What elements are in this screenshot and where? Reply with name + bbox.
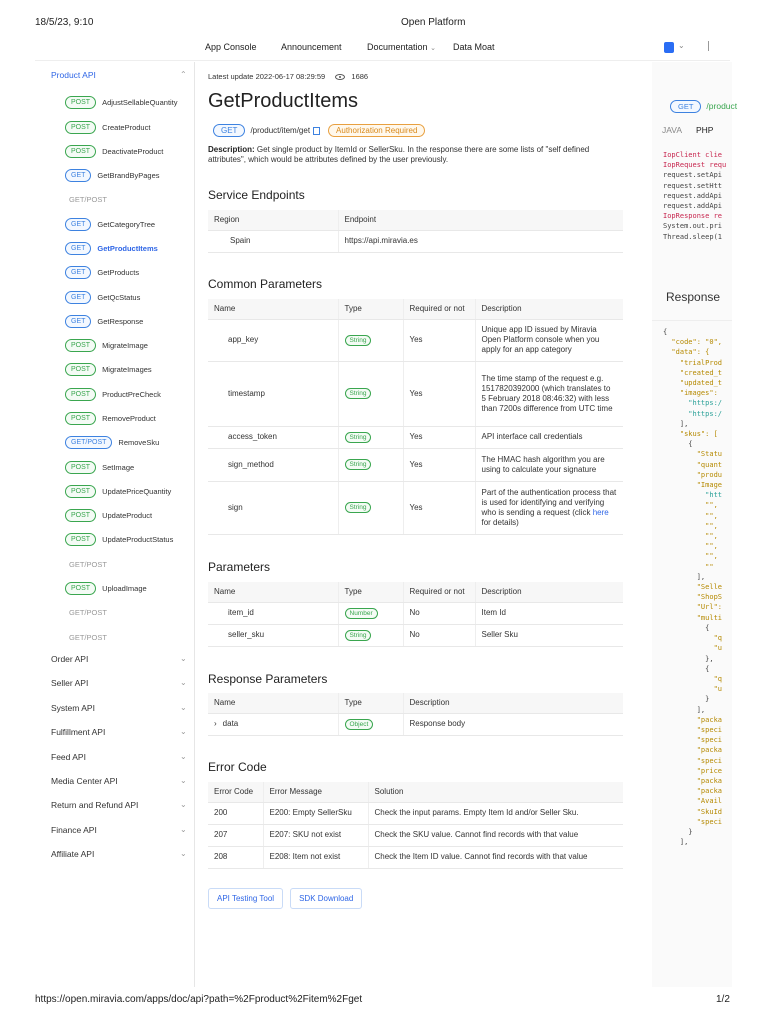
code-line: IopResponse re	[663, 212, 723, 221]
table-row	[208, 602, 623, 624]
table-row	[208, 230, 623, 252]
param-description: Item Id	[475, 602, 623, 624]
sidebar-group[interactable]: Seller API	[51, 678, 89, 689]
param-description: Part of the authentication process that is used for identifying and verifying who is sending a request (click here for details)	[475, 481, 623, 534]
sidebar-item[interactable]	[65, 557, 107, 571]
sidebar-item-label: UploadImage	[102, 583, 147, 593]
error-message-cell: E200: Empty SellerSku	[263, 802, 368, 824]
code-line: {	[663, 440, 693, 449]
param-name: sign_method	[208, 448, 338, 481]
code-line: "Statu	[663, 450, 723, 459]
error-solution-cell: Check the input params. Empty Item Id and/or Seller Sku.	[368, 802, 623, 824]
sidebar-item-label: GetProducts	[97, 267, 140, 277]
sidebar-item-label: CreateProduct	[102, 122, 151, 132]
param-required: Yes	[403, 319, 475, 361]
code-line: "quant	[663, 460, 723, 469]
print-datetime: 18/5/23, 9:10	[35, 17, 94, 28]
param-type: String	[338, 624, 403, 646]
code-line: ""	[663, 562, 714, 571]
sidebar-item-label: RemoveSku	[118, 437, 160, 447]
chevron-down-icon[interactable]: ⌄	[180, 751, 187, 761]
code-line: "created_t	[663, 368, 723, 377]
error-message-cell: E208: Item not exist	[263, 846, 368, 868]
code-line: {	[663, 623, 710, 632]
sidebar-section-product-api[interactable]: Product API	[51, 70, 96, 80]
response-description: Response body	[403, 713, 623, 735]
code-line: "trialProd	[663, 358, 723, 367]
sidebar-item[interactable]	[65, 168, 160, 182]
method-badge: GET	[213, 124, 245, 137]
column-header: Name	[208, 693, 338, 713]
sidebar-item-label: UpdatePriceQuantity	[102, 486, 172, 496]
code-line: "Url":	[663, 603, 723, 612]
param-description: API interface call credentials	[475, 426, 623, 448]
param-name: timestamp	[208, 361, 338, 426]
code-line: "https:/	[663, 409, 723, 418]
code-line: IopClient clie	[663, 151, 723, 159]
sidebar-item[interactable]	[65, 362, 152, 376]
parameters-table	[208, 582, 623, 647]
sidebar-item[interactable]	[65, 120, 150, 134]
sidebar-item[interactable]	[65, 338, 148, 352]
method-badge: POST	[65, 388, 96, 401]
sidebar-item[interactable]	[65, 144, 163, 158]
param-name: sign	[208, 481, 338, 534]
code-line: "produ	[663, 470, 723, 479]
endpoint-cell: https://api.miravia.es	[338, 230, 623, 252]
response-parameters-table	[208, 693, 623, 736]
method-badge: POST	[65, 412, 96, 425]
code-line: "speci	[663, 756, 723, 765]
param-name: access_token	[208, 426, 338, 448]
method-badge: GET	[65, 169, 91, 182]
expand-icon[interactable]: ›	[214, 719, 217, 728]
code-line: "packa	[663, 746, 723, 755]
sidebar-item-label: MigrateImages	[102, 364, 152, 374]
param-description: Unique app ID issued by Miravia Open Platform console when you apply for an app category	[475, 319, 623, 361]
chevron-down-icon[interactable]: ⌄	[180, 776, 187, 785]
code-line: "",	[663, 501, 718, 510]
nav-data-moat[interactable]: Data Moat	[453, 42, 495, 52]
chevron-down-icon[interactable]: ⌄	[180, 849, 187, 859]
method-badge: POST	[65, 363, 96, 376]
code-line: "",	[663, 532, 718, 541]
method-badge: GET/POST	[69, 559, 107, 569]
sidebar-item-label: GetCategoryTree	[97, 219, 156, 229]
error-solution-cell: Check the SKU value. Cannot find records with that value	[368, 824, 623, 846]
code-line: "price	[663, 766, 723, 775]
divider	[708, 41, 709, 51]
code-line: "images":	[663, 389, 718, 398]
sidebar-item[interactable]	[65, 630, 107, 644]
service-endpoints-heading: Service Endpoints	[208, 188, 305, 202]
sidebar-group[interactable]: Order API	[51, 654, 89, 664]
method-badge: GET/POST	[69, 607, 107, 617]
region-cell: Spain	[208, 230, 338, 252]
request-code	[663, 150, 726, 242]
method-badge: GET	[65, 218, 91, 231]
print-page-number: 1/2	[716, 994, 730, 1005]
code-line: "packa	[663, 776, 723, 785]
method-badge: POST	[65, 121, 96, 134]
param-type: String	[338, 426, 403, 448]
sidebar-item[interactable]	[65, 192, 107, 206]
service-endpoints-table	[208, 210, 623, 253]
sidebar-item[interactable]	[65, 290, 140, 304]
sidebar-group[interactable]: Finance API	[51, 824, 97, 835]
sidebar-group[interactable]: Fulfillment API	[51, 727, 106, 738]
auth-badge: Authorization Required	[328, 124, 425, 137]
page-title: GetProductItems	[208, 90, 359, 112]
sidebar-item[interactable]	[65, 241, 158, 255]
table-row	[208, 846, 623, 868]
code-line: "Image	[663, 481, 723, 490]
method-badge: GET	[670, 100, 701, 113]
description-text: Get single product by ItemId or SellerSku. In the response there are some lists of "self defined attributes", which would be attributes defined by the user previously.	[208, 145, 590, 164]
tab-php[interactable]: PHP	[696, 125, 714, 135]
response-heading: Response	[666, 290, 721, 304]
sidebar-group[interactable]: Return and Refund API	[51, 800, 139, 811]
print-url: https://open.miravia.com/apps/doc/api?path=%2Fproduct%2Fitem%2Fget	[35, 994, 363, 1005]
sidebar-item[interactable]	[65, 581, 147, 595]
table-row	[208, 426, 623, 448]
eye-icon	[335, 74, 345, 80]
sidebar-item[interactable]	[65, 314, 143, 328]
column-header: Error Message	[263, 782, 368, 802]
table-row	[208, 448, 623, 481]
method-badge: GET/POST	[69, 632, 107, 642]
code-line: },	[663, 654, 714, 663]
method-badge: GET	[65, 242, 91, 255]
sidebar-item-label: ProductPreCheck	[102, 389, 161, 399]
chevron-down-icon[interactable]: ⌄	[180, 824, 187, 834]
lock-icon[interactable]	[664, 42, 674, 53]
method-badge: POST	[65, 96, 96, 109]
code-line: "updated_t	[663, 379, 723, 388]
code-line: ],	[663, 572, 706, 581]
code-line: Thread.sleep(1	[663, 232, 723, 241]
code-line: "ShopS	[663, 593, 723, 602]
column-header: Description	[475, 299, 623, 319]
error-code-cell: 200	[208, 802, 263, 824]
tab-java[interactable]: JAVA	[662, 125, 682, 135]
code-line: "multi	[663, 613, 723, 622]
param-required: No	[403, 602, 475, 624]
code-panel	[652, 62, 738, 987]
nav-app-console[interactable]: App Console	[205, 42, 257, 52]
print-page-title: Open Platform	[401, 17, 466, 28]
code-line: "code": "0",	[663, 338, 723, 347]
column-header: Name	[208, 299, 338, 319]
code-line: {	[663, 328, 668, 336]
code-line: "",	[663, 511, 718, 520]
method-badge: POST	[65, 461, 96, 474]
code-line: "htt	[663, 491, 723, 500]
code-line: "",	[663, 542, 718, 551]
chevron-down-icon[interactable]: ⌄	[180, 654, 187, 663]
sidebar-item[interactable]	[65, 411, 156, 425]
sidebar-group[interactable]: Media Center API	[51, 776, 118, 786]
nav-announcement[interactable]: Announcement	[281, 42, 342, 52]
view-count: 1686	[351, 72, 369, 81]
sidebar-item[interactable]	[65, 532, 173, 546]
chevron-down-icon[interactable]: ⌄	[180, 800, 187, 810]
sidebar-item[interactable]	[65, 605, 107, 619]
sidebar-item-label: GetBrandByPages	[97, 170, 160, 180]
code-line: "packa	[663, 787, 723, 796]
latest-update-value: 2022-06-17 08:29:59	[255, 72, 326, 81]
sidebar-group[interactable]: Feed API	[51, 751, 86, 762]
sidebar-item[interactable]	[65, 484, 171, 498]
code-line: "",	[663, 521, 718, 530]
column-header: Type	[338, 693, 403, 713]
param-type: String	[338, 361, 403, 426]
response-name: › data	[208, 713, 338, 735]
code-line: "packa	[663, 715, 723, 724]
param-type: String	[338, 319, 403, 361]
error-code-cell: 207	[208, 824, 263, 846]
details-link[interactable]: here	[592, 507, 609, 517]
code-line: "",	[663, 552, 718, 561]
column-header: Required or not	[403, 299, 475, 319]
sidebar-item-label: GetQcStatus	[97, 292, 141, 302]
method-badge: GET	[65, 315, 91, 328]
code-line: IopRequest requ	[663, 161, 727, 170]
code-line: "Selle	[663, 583, 723, 592]
api-testing-tool-button[interactable]: API Testing Tool	[208, 888, 283, 909]
code-panel-path	[670, 101, 737, 111]
sidebar-item[interactable]	[65, 435, 159, 449]
table-row	[208, 824, 623, 846]
sidebar-item[interactable]	[65, 95, 178, 109]
sidebar-item-label: DeactivateProduct	[102, 146, 164, 156]
parameters-heading: Parameters	[208, 560, 271, 574]
sidebar-item-label: AdjustSellableQuantity	[102, 97, 178, 107]
column-header: Description	[475, 582, 623, 602]
divider	[652, 320, 732, 321]
param-required: Yes	[403, 426, 475, 448]
description	[208, 145, 608, 165]
column-header: Name	[208, 582, 338, 602]
response-type: Object	[338, 713, 403, 735]
column-header: Type	[338, 299, 403, 319]
code-line: {	[663, 664, 710, 673]
param-description: Seller Sku	[475, 624, 623, 646]
code-line: request.addApi	[663, 202, 723, 211]
response-parameters-heading: Response Parameters	[208, 672, 328, 686]
code-line: "u	[663, 685, 723, 694]
header-divider	[35, 60, 730, 61]
code-line: "speci	[663, 725, 723, 734]
column-header: Solution	[368, 782, 623, 802]
description-label: Description:	[208, 145, 255, 154]
sidebar-item[interactable]	[65, 265, 139, 279]
code-line: "speci	[663, 817, 723, 826]
table-row	[208, 319, 623, 361]
param-required: Yes	[403, 481, 475, 534]
table-row	[208, 481, 623, 534]
button-row	[208, 888, 369, 909]
method-badge: POST	[65, 485, 96, 498]
sidebar-item[interactable]	[65, 217, 155, 231]
error-code-heading: Error Code	[208, 760, 267, 774]
sidebar	[35, 62, 195, 987]
sidebar-item-label: UpdateProduct	[102, 510, 153, 520]
error-code-table	[208, 782, 623, 869]
chevron-down-icon: ⌄	[430, 45, 436, 52]
code-line: }	[663, 695, 710, 704]
latest-update-label: Latest update	[208, 72, 254, 81]
chevron-down-icon[interactable]: ⌄	[180, 727, 187, 737]
chevron-up-icon[interactable]: ⌃	[180, 70, 187, 79]
error-message-cell: E207: SKU not exist	[263, 824, 368, 846]
param-required: No	[403, 624, 475, 646]
param-name: app_key	[208, 319, 338, 361]
sidebar-item[interactable]	[65, 387, 161, 401]
common-parameters-table	[208, 299, 623, 535]
code-line: }	[663, 827, 693, 836]
code-line: ],	[663, 705, 706, 714]
table-row	[208, 624, 623, 646]
param-required: Yes	[403, 361, 475, 426]
table-row	[208, 713, 623, 735]
code-line: request.addApi	[663, 191, 723, 200]
code-line: "Avail	[663, 797, 723, 806]
column-header: Required or not	[403, 582, 475, 602]
api-path: /product/item/get	[250, 126, 311, 135]
code-line: "https:/	[663, 399, 723, 408]
param-required: Yes	[403, 448, 475, 481]
column-header: Error Code	[208, 782, 263, 802]
chevron-down-icon[interactable]: ⌄	[180, 678, 187, 688]
sidebar-item-label: SetImage	[102, 462, 135, 472]
chevron-down-icon[interactable]: ⌄	[180, 702, 187, 712]
copy-icon[interactable]	[313, 127, 320, 135]
method-badge: GET	[65, 291, 91, 304]
method-badge: GET/POST	[65, 436, 112, 449]
code-line: "SkuId	[663, 807, 723, 816]
error-solution-cell: Check the Item ID value. Cannot find records with that value	[368, 846, 623, 868]
param-name: seller_sku	[208, 624, 338, 646]
param-description: The time stamp of the request e.g. 1517820392000 (which translates to 5 February 2018 08:46:32) with less than 7200s difference from UTC time	[475, 361, 623, 426]
method-badge: GET/POST	[69, 194, 107, 204]
sidebar-item-label: GetResponse	[97, 316, 144, 326]
table-row	[208, 802, 623, 824]
sidebar-group[interactable]: Affiliate API	[51, 849, 95, 860]
sdk-download-button[interactable]: SDK Download	[290, 888, 362, 909]
response-code	[663, 327, 722, 847]
sidebar-item-label: UpdateProductStatus	[102, 534, 174, 544]
chevron-down-icon[interactable]: ⌄	[678, 41, 685, 50]
path-row	[213, 124, 425, 137]
param-description: The HMAC hash algorithm you are using to calculate your signature	[475, 448, 623, 481]
code-line: request.setHtt	[663, 181, 723, 190]
method-badge: POST	[65, 339, 96, 352]
nav-documentation[interactable]	[367, 42, 436, 52]
sidebar-item-label: MigrateImage	[102, 340, 148, 350]
sidebar-item[interactable]	[65, 508, 152, 522]
top-nav	[0, 38, 730, 60]
code-line: ],	[663, 419, 689, 428]
nav-documentation-label: Documentation	[367, 42, 428, 52]
code-path: /product	[706, 101, 738, 111]
sidebar-group[interactable]: System API	[51, 702, 95, 713]
meta-row	[208, 72, 368, 81]
code-line: ],	[663, 838, 689, 847]
sidebar-item-label: GetProductItems	[97, 243, 158, 253]
param-type: String	[338, 448, 403, 481]
method-badge: POST	[65, 582, 96, 595]
column-header: Endpoint	[338, 210, 623, 230]
code-line: "skus": [	[663, 430, 718, 439]
method-badge: POST	[65, 533, 96, 546]
method-badge: GET	[65, 266, 91, 279]
table-row	[208, 361, 623, 426]
param-type: String	[338, 481, 403, 534]
common-parameters-heading: Common Parameters	[208, 277, 323, 291]
code-line: "u	[663, 644, 723, 653]
code-line: "q	[663, 634, 723, 643]
language-tabs	[662, 125, 713, 135]
method-badge: POST	[65, 145, 96, 158]
code-line: "data": {	[663, 348, 710, 357]
error-code-cell: 208	[208, 846, 263, 868]
sidebar-item[interactable]	[65, 460, 134, 474]
column-header: Region	[208, 210, 338, 230]
method-badge: POST	[65, 509, 96, 522]
param-name: item_id	[208, 602, 338, 624]
column-header: Description	[403, 693, 623, 713]
code-line: "q	[663, 674, 723, 683]
sidebar-item-label: RemoveProduct	[102, 413, 156, 423]
column-header: Type	[338, 582, 403, 602]
code-line: "speci	[663, 736, 723, 745]
code-line: request.setApi	[663, 171, 723, 180]
param-type: Number	[338, 602, 403, 624]
code-line: System.out.pri	[663, 222, 723, 231]
